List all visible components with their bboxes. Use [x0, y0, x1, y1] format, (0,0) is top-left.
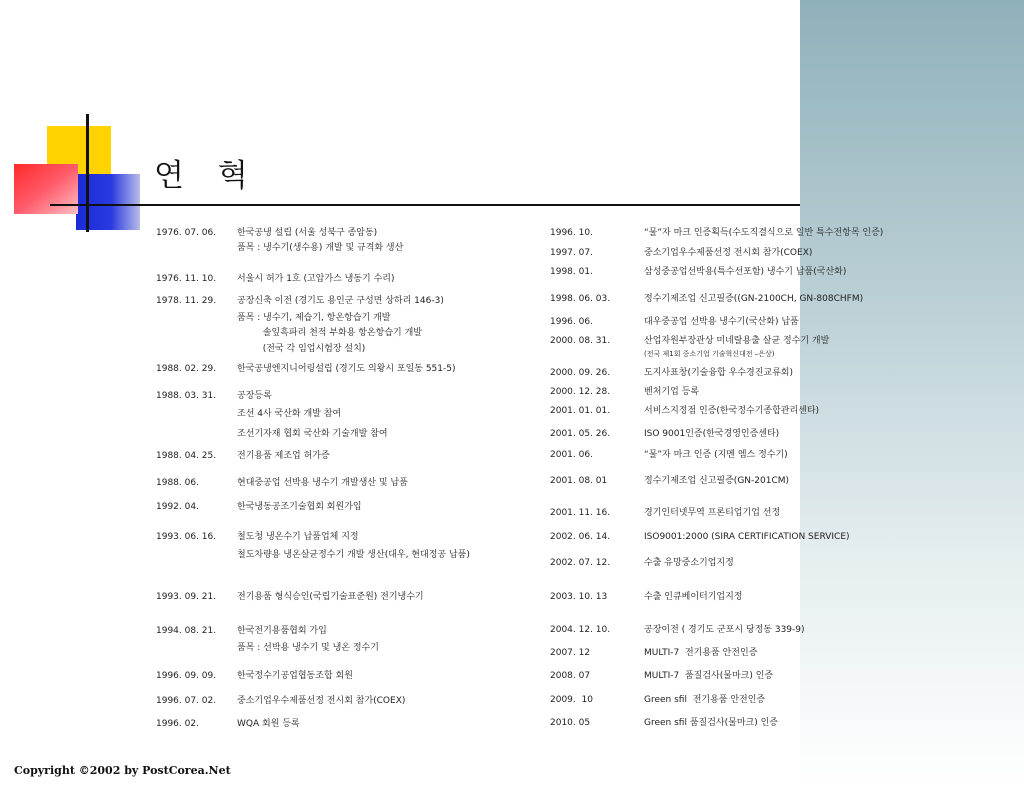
row-desc: 품목 : 냉수기, 제습기, 항온항습기 개발 — [237, 313, 391, 323]
row-desc: 전기용품 형식승인(국립기술표준원) 전기냉수기 — [237, 592, 424, 602]
row-date: 2001. 05. 26. — [550, 429, 611, 439]
row-date: 1996. 10. — [550, 228, 593, 238]
row-date: 1988. 04. 25. — [156, 451, 217, 461]
row-date: 2004. 12. 10. — [550, 625, 611, 635]
row-desc: 수출 유망중소기업지정 — [644, 558, 734, 568]
row-date: 1994. 08. 21. — [156, 626, 217, 636]
row-desc: 한국정수기공업협동조합 회원 — [237, 671, 353, 681]
row-desc: WQA 회원 등록 — [237, 719, 300, 729]
row-date: 1988. 03. 31. — [156, 391, 217, 401]
row-desc: 정수기제조업 신고필증((GN-2100CH, GN-808CHFM) — [644, 294, 864, 304]
row-desc: 대우중공업 선박용 냉수기(국산화) 납품 — [644, 317, 799, 327]
row-desc: 철도청 냉온수기 납품업체 지정 — [237, 532, 359, 542]
row-desc: 한국공냉엔지니어링설립 (경기도 의왕시 포일동 551-5) — [237, 364, 456, 374]
red-square-decoration — [14, 164, 78, 214]
row-desc: 솔잎흑파리 천적 부화용 항온항습기 개발 — [237, 328, 422, 338]
row-date: 1998. 01. — [550, 267, 593, 277]
row-desc: 전기용품 제조업 허가증 — [237, 451, 330, 461]
row-desc: 수출 인큐베이터기업지정 — [644, 592, 743, 602]
row-desc: 한국공냉 설립 (서울 성북구 종암동) — [237, 228, 378, 238]
row-desc: 한국전기용품협회 가입 — [237, 626, 327, 636]
row-desc: Green sfil 품질검사(물마크) 인증 — [644, 718, 778, 728]
row-desc: 산업자원부장관상 미네랄용출 살균 정수기 개발 — [644, 336, 830, 346]
row-date: 2001. 01. 01. — [550, 406, 611, 416]
row-desc: ISO9001:2000 (SIRA CERTIFICATION SERVICE) — [644, 532, 850, 542]
row-date: 1988. 06. — [156, 478, 199, 488]
row-desc: MULTI-7 전기용품 안전인증 — [644, 648, 758, 658]
row-date: 2001. 08. 01 — [550, 476, 608, 486]
row-date: 1997. 07. — [550, 248, 593, 258]
row-desc: 도지사표창(기술융합 우수경진교류회) — [644, 368, 793, 378]
row-desc: 경기인터넷무역 프론티업기업 선정 — [644, 508, 781, 518]
row-date: 2000. 08. 31. — [550, 336, 611, 346]
row-date: 1996. 09. 09. — [156, 671, 217, 681]
copyright-notice: Copyright ©2002 by PostCorea.Net — [14, 764, 231, 777]
row-date: 1988. 02. 29. — [156, 364, 217, 374]
row-desc: 한국냉동공조기술협회 회원가입 — [237, 502, 362, 512]
row-date: 2001. 11. 16. — [550, 508, 611, 518]
row-desc: 조선기자재 협회 국산화 기술개발 참여 — [237, 429, 388, 439]
row-desc: 벤처기업 등록 — [644, 387, 700, 397]
row-date: 2002. 07. 12. — [550, 558, 611, 568]
row-desc: 품목 : 선박용 냉수기 및 냉온 정수기 — [237, 643, 379, 653]
row-desc: 삼성중공업선박용(특수선포함) 냉수기 납품(국산화) — [644, 267, 847, 277]
row-desc: 서비스지정점 인증(한국정수기종합관리센타) — [644, 406, 820, 416]
row-date: 1996. 02. — [156, 719, 199, 729]
row-date: 1996. 07. 02. — [156, 696, 217, 706]
row-desc: (전국 각 임업시험장 설치) — [237, 344, 366, 354]
row-desc: (전국 제1회 중소기업 기술혁신대전 –은상) — [644, 350, 775, 358]
page-title: 연 혁 — [154, 158, 260, 194]
row-desc: “물”자 마크 인증 (지멘 엠스 정수기) — [644, 450, 788, 460]
row-date: 1993. 09. 21. — [156, 592, 217, 602]
row-date: 2000. 12. 28. — [550, 387, 611, 397]
row-desc: 정수기제조업 신고필증(GN-201CM) — [644, 476, 790, 486]
row-date: 2000. 09. 26. — [550, 368, 611, 378]
row-desc: 조선 4사 국산화 개발 참여 — [237, 409, 342, 419]
row-desc: 서울시 허가 1호 (고압가스 냉동기 수리) — [237, 274, 395, 284]
row-desc: 중소기업우수제품선정 전시회 참가(COEX) — [644, 248, 813, 258]
row-desc: 공장이전 ( 경기도 군포시 당정동 339-9) — [644, 625, 805, 635]
row-date: 2007. 12 — [550, 648, 591, 658]
row-desc: 철도차량용 냉온살균정수기 개발 생산(대우, 현대정공 납품) — [237, 550, 470, 560]
row-desc: 공장신축 이전 (경기도 용인군 구성면 상하리 146-3) — [237, 296, 444, 306]
vertical-rule — [86, 114, 89, 232]
row-date: 1992. 04. — [156, 502, 199, 512]
row-desc: ISO 9001인증(한국경영인증센타) — [644, 429, 780, 439]
row-date: 2002. 06. 14. — [550, 532, 611, 542]
row-desc: 중소기업우수제품선정 전시회 참가(COEX) — [237, 696, 406, 706]
row-date: 1993. 06. 16. — [156, 532, 217, 542]
row-date: 2001. 06. — [550, 450, 593, 460]
row-date: 2003. 10. 13 — [550, 592, 608, 602]
row-date: 1998. 06. 03. — [550, 294, 611, 304]
row-date: 1978. 11. 29. — [156, 296, 217, 306]
row-date: 2009. 10 — [550, 695, 593, 705]
horizontal-rule — [50, 204, 800, 206]
row-desc: MULTI-7 품질검사(물마크) 인증 — [644, 671, 774, 681]
row-desc: Green sfil 전기용품 안전인증 — [644, 695, 766, 705]
row-date: 1976. 11. 10. — [156, 274, 217, 284]
row-desc: 공장등록 — [237, 391, 272, 401]
background-gradient-panel — [800, 0, 1024, 786]
row-date: 2010. 05 — [550, 718, 591, 728]
row-desc: “물”자 마크 인증획득(수도직결식으로 일반 특수전항목 인증) — [644, 228, 884, 238]
row-desc: 현대중공업 선박용 냉수기 개발생산 및 납품 — [237, 478, 408, 488]
row-date: 1996. 06. — [550, 317, 593, 327]
row-desc: 품목 : 냉수기(생수용) 개발 및 규격화 생산 — [237, 243, 404, 253]
row-date: 2008. 07 — [550, 671, 591, 681]
row-date: 1976. 07. 06. — [156, 228, 217, 238]
